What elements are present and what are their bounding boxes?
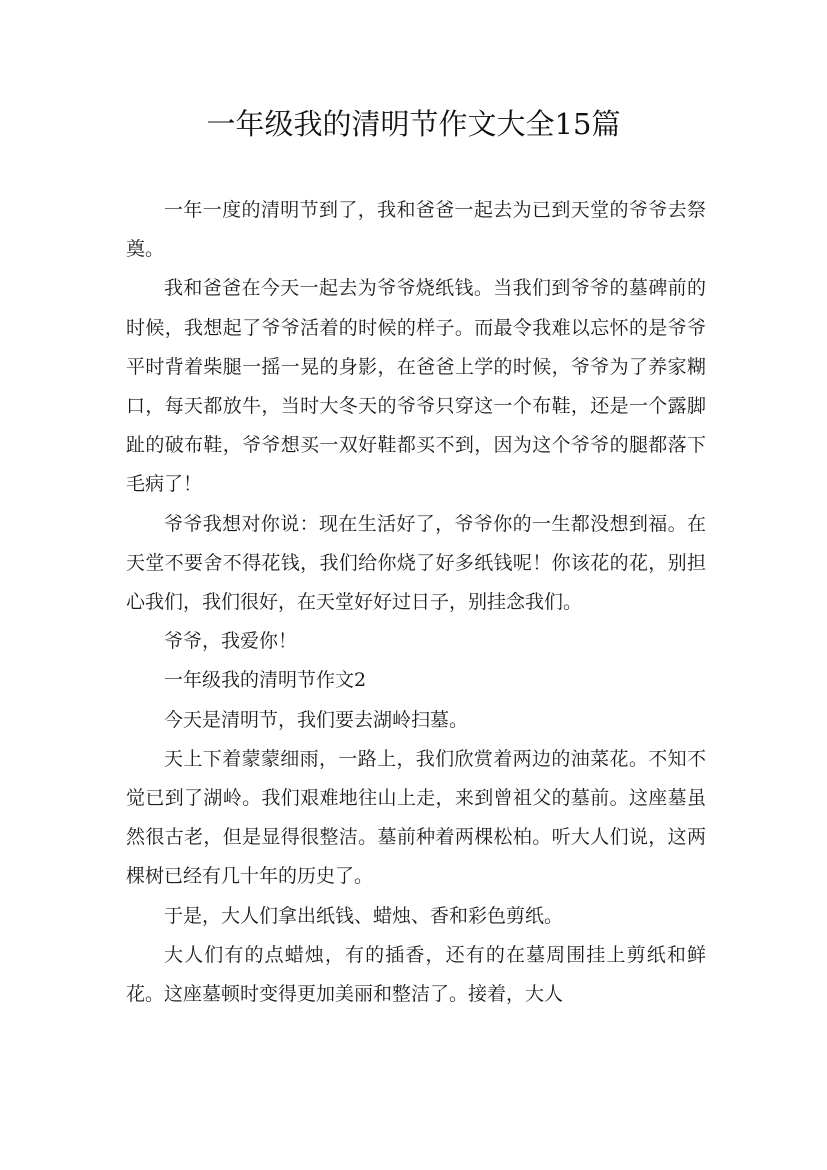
document-body	[126, 191, 706, 1014]
paragraph: 今天是清明节，我们要去湖岭扫墓。	[164, 708, 469, 731]
paragraph: 爷爷，我爱你！	[164, 630, 298, 653]
section-heading: 一年级我的清明节作文2	[164, 669, 367, 692]
paragraph: 大人们有的点蜡烛，有的插香，还有的在墓周围挂上剪纸和鲜花。这座墓顿时变得更加美丽和整洁了。接着，大人	[126, 943, 706, 1006]
paragraph: 天上下着蒙蒙细雨，一路上，我们欣赏着两边的油菜花。不知不觉已到了湖岭。我们艰难地往山上走，来到曾祖父的墓前。这座墓虽然很古老，但是显得很整洁。墓前种着两棵松柏。听大人们说，这两棵树已经有几十年的历史了。	[126, 747, 706, 888]
document-title: 一年级我的清明节作文大全15篇	[206, 107, 621, 141]
paragraph: 一年一度的清明节到了，我和爸爸一起去为已到天堂的爷爷去祭奠。	[126, 199, 706, 261]
paragraph: 爷爷我想对你说：现在生活好了，爷爷你的一生都没想到福。在天堂不要舍不得花钱，我们给你烧了好多纸钱呢！你该花的花，别担心我们，我们很好，在天堂好好过日子，别挂念我们。	[126, 512, 706, 614]
paragraph: 于是，大人们拿出纸钱、蜡烛、香和彩色剪纸。	[164, 904, 564, 927]
paragraph: 我和爸爸在今天一起去为爷爷烧纸钱。当我们到爷爷的墓碑前的时候，我想起了爷爷活着的时候的样子。而最令我难以忘怀的是爷爷平时背着柴腿一摇一晃的身影，在爸爸上学的时候，爷爷为了养家糊口，每天都放牛，当时大冬天的爷爷只穿这一个布鞋，还是一个露脚趾的破布鞋，爷爷想买一双好鞋都买不到，因为这个爷爷的腿都落下毛病了！	[126, 277, 706, 496]
